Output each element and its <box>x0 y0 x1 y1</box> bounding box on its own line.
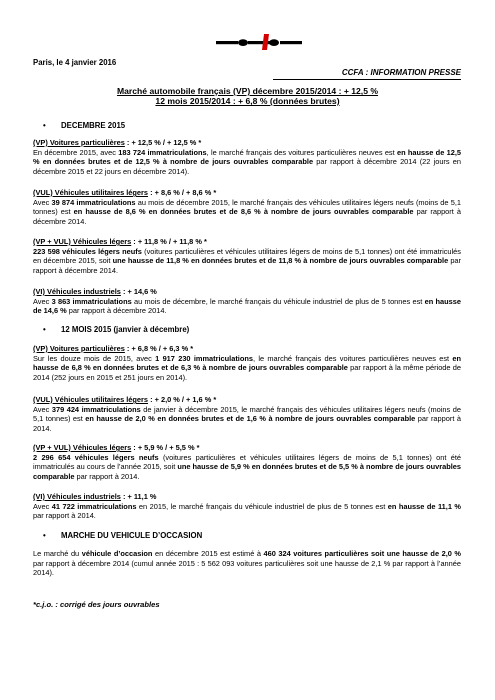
dec-vpvul-block <box>33 237 461 275</box>
section-heading-label: MARCHE DU VEHICULE D’OCCASION <box>61 531 203 540</box>
section-heading-occasion <box>43 531 203 541</box>
dec-vpvul-heading <box>33 237 461 247</box>
section-heading-label: 12 MOIS 2015 (janvier à décembre) <box>61 325 190 334</box>
dec-vi-text: Avec 3 863 immatriculations au mois de décembre, le marché français du véhicule industriel de plus de 5 tonnes est en hausse de 14,6 % par rapport à décembre 2014. <box>33 296 461 316</box>
year-vi-heading <box>33 492 461 502</box>
dec-vp-text: En décembre 2015, avec 183 724 immatriculations, le marché français des voitures particulières neuves est en hausse de 12,5 % en données brutes et de 12,5 % à nombre de jours ouvrables comparable par rapport à décembre 2014 (22 jours en décembre 2015 et 22 jours en décembre 2014). <box>33 147 461 176</box>
dec-vpvul-rate: : + 11,8 % / + 11,8 % * <box>131 237 207 246</box>
year-vul-label: (VUL) Véhicules utilitaires légers <box>33 395 149 404</box>
dec-vp-heading <box>33 138 461 148</box>
year-vp-text: Sur les douze mois de 2015, avec 1 917 230 immatriculations, le marché français des voitures particulières neuves est en hausse de 6,8 % en données brutes et de 6,3 % à nombre de jours ouvrables comparable par rapport à la même période de 2014 (252 jours en 2015 et 251 jours en 2014). <box>33 353 462 382</box>
document-date: Paris, le 4 janvier 2016 <box>33 58 117 67</box>
year-vpvul-text: 2 296 654 véhicules légers neufs (voitures particulières et véhicules utilitaires légers de moins de 5,1 tonnes) ont été immatriculés au cours de l’année 2015, soit une hausse de 5,9 % en données brutes et de 5,5 % à nombre de jours ouvrables comparable par rapport à 2014. <box>33 452 461 481</box>
section-heading-12-months <box>43 325 190 335</box>
dec-vi-heading <box>33 287 461 297</box>
press-header: CCFA : INFORMATION PRESSE <box>273 68 461 80</box>
year-vi-rate: : + 11,1 % <box>120 492 157 501</box>
year-vpvul-label: (VP + VUL) Véhicules légers <box>33 443 132 452</box>
dec-vul-rate: : + 8,6 % / + 8,6 % * <box>148 188 217 197</box>
dec-vul-label: (VUL) Véhicules utilitaires légers <box>33 188 149 197</box>
year-vp-label: (VP) Voitures particulières <box>33 344 125 353</box>
section-heading-label: DECEMBRE 2015 <box>61 121 126 130</box>
dec-vul-heading <box>33 188 461 198</box>
title-line-2: 12 mois 2015/2014 : + 6,8 % (données brutes) <box>155 96 340 106</box>
title-line-1: Marché automobile français (VP) décembre 2015/2014 : + 12,5 % <box>116 86 379 96</box>
dec-vi-rate: : + 14,6 % <box>120 287 157 296</box>
dec-vi-block <box>33 287 461 316</box>
section-heading-december <box>43 121 126 131</box>
year-vpvul-heading <box>33 443 461 453</box>
bullet-icon: • <box>43 121 46 130</box>
year-vul-block <box>33 395 461 433</box>
year-vul-rate: : + 2,0 % / + 1,6 % * <box>148 395 217 404</box>
year-vi-block <box>33 492 461 521</box>
year-vul-text: Avec 379 424 immatriculations de janvier à décembre 2015, le marché français des véhicules utilitaires légers neufs (moins de 5,1 tonnes) est en hausse de 2,0 % en données brutes et de 1,6 % à nombre de jours ouvrables comparable par rapport à 2014. <box>33 404 461 433</box>
ccfa-logo <box>214 32 304 52</box>
year-vpvul-block <box>33 443 461 481</box>
bullet-icon: • <box>43 325 46 334</box>
bullet-icon: • <box>43 531 46 540</box>
year-vi-text: Avec 41 722 immatriculations en 2015, le marché français du véhicule industriel de plus de 5 tonnes est en hausse de 11,1 % par rapport à 2014. <box>33 501 461 521</box>
dec-vp-rate: : + 12,5 % / + 12,5 % * <box>124 138 202 147</box>
year-vpvul-rate: : + 5,9 % / + 5,5 % * <box>131 443 200 452</box>
dec-vp-label: (VP) Voitures particulières <box>33 138 125 147</box>
dec-vi-label: (VI) Véhicules industriels <box>33 287 121 296</box>
occasion-text: Le marché du véhicule d’occasion en décembre 2015 est estimé à 460 324 voitures particulières soit une hausse de 2,0 % par rapport à décembre 2014 (cumul année 2015 : 5 562 093 voitures particulières soit une hausse de 2,1 % par rapport à l’année 2014). <box>33 549 461 578</box>
dec-vul-text: Avec 39 874 immatriculations au mois de décembre 2015, le marché français des véhicules utilitaires légers neufs (moins de 5,1 tonnes) est en hausse de 8,6 % en données brutes et de 8,6 % à nombre de jours ouvrables comparable par rapport à décembre 2014. <box>33 197 461 226</box>
dec-vul-block <box>33 188 461 226</box>
occasion-block <box>33 549 461 578</box>
year-vul-heading <box>33 395 461 405</box>
year-vi-label: (VI) Véhicules industriels <box>33 492 121 501</box>
year-vp-block <box>33 344 461 382</box>
dec-vp-block <box>33 138 461 176</box>
dec-vpvul-label: (VP + VUL) Véhicules légers <box>33 237 132 246</box>
dec-vpvul-text: 223 598 véhicules légers neufs (voitures particulières et véhicules utilitaires légers de moins de 5,1 tonnes) ont été immatriculés en décembre 2015, soit une hausse de 11,8 % en données brutes et de 11,8 % à nombre de jours ouvrables comparable par rapport à décembre 2014. <box>33 246 461 275</box>
footnote: *c.j.o. : corrigé des jours ouvrables <box>33 600 160 609</box>
year-vp-rate: : + 6,8 % / + 6,3 % * <box>124 344 194 353</box>
year-vp-heading <box>33 344 461 354</box>
